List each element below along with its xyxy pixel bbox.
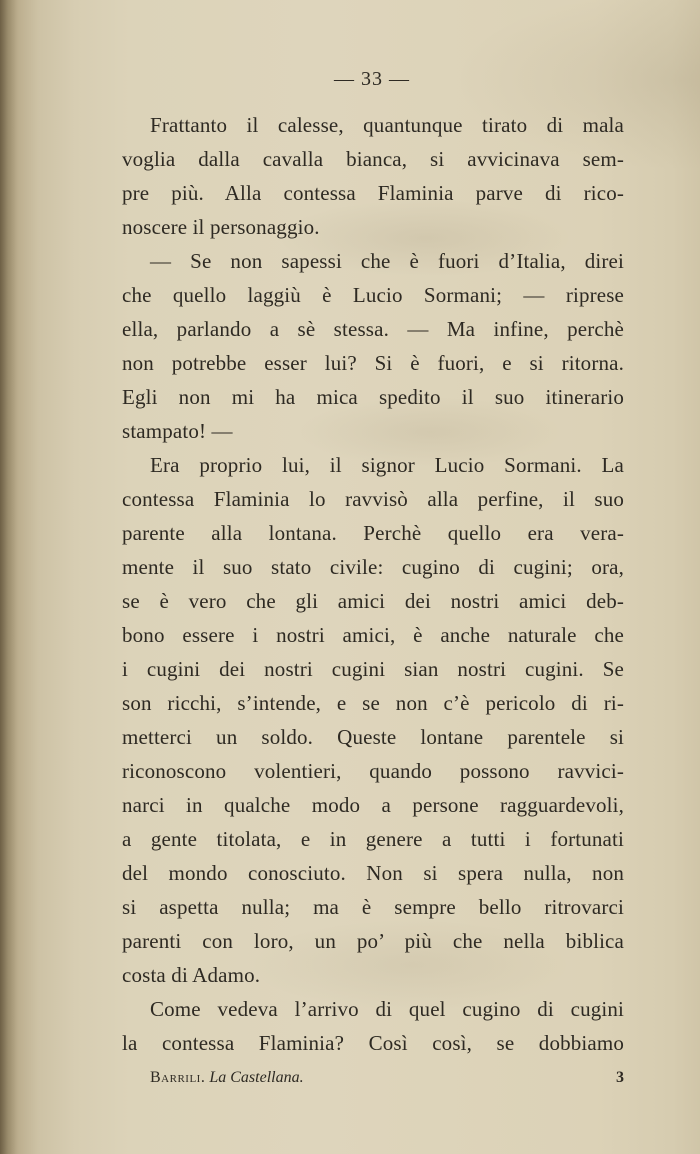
text-line: stampato! — [122,419,233,443]
text-line: Era proprio lui, il signor Lucio Sormani. La [150,453,624,477]
text-line: che quello laggiù è Lucio Sormani; — riprese [122,283,624,307]
text-line: parenti con loro, un po’ più che nella biblica [122,929,624,953]
text-line: parente alla lontana. Perchè quello era vera- [122,521,624,545]
text-line: noscere il personaggio. [122,215,320,239]
text-line: se è vero che gli amici dei nostri amici deb- [122,589,624,613]
text-line: la contessa Flaminia? Così così, se dobbiamo [122,1031,624,1055]
text-line: del mondo conosciuto. Non si spera nulla, non [122,861,624,885]
text-line: voglia dalla cavalla bianca, si avvicinava sem- [122,147,624,171]
page-footer [122,1068,624,1088]
text-line: contessa Flaminia lo ravvisò alla perfine, il suo [122,487,624,511]
text-line: a gente titolata, e in genere a tutti i fortunati [122,827,624,851]
text-line: mente il suo stato civile: cugino di cugini; ora, [122,555,624,579]
text-line: Egli non mi ha mica spedito il suo itinerario [122,385,624,409]
text-line: costa di Adamo. [122,963,261,987]
text-line: narci in qualche modo a persone ragguardevoli, [122,793,624,817]
text-line: son ricchi, s’intende, e se non c’è pericolo di ri- [122,691,624,715]
text-line: metterci un soldo. Queste lontane parentele si [122,725,624,749]
text-line: — Se non sapessi che è fuori d’Italia, direi [150,249,624,273]
text-line: Come vedeva l’arrivo di quel cugino di cugini [150,997,624,1021]
text-line: Frattanto il calesse, quantunque tirato di mala [150,113,624,137]
text-line: pre più. Alla contessa Flaminia parve di rico- [122,181,624,205]
text-line: bono essere i nostri amici, è anche naturale che [122,623,624,647]
text-line: i cugini dei nostri cugini sian nostri cugini. Se [122,657,624,681]
text-block [122,108,624,1060]
text-line: riconoscono volentieri, quando possono ravvici- [122,759,624,783]
text-line: ella, parlando a sè stessa. — Ma infine, perchè [122,317,624,341]
footer-book-title: La Castellana. [209,1069,304,1086]
page-number-header: — 33 — [334,68,410,90]
text-line: non potrebbe esser lui? Si è fuori, e si ritorna. [122,351,624,375]
signature-number: 3 [616,1069,624,1086]
footer-signature-line [122,1069,304,1086]
text-line: si aspetta nulla; ma è sempre bello ritrovarci [122,895,624,919]
footer-author: Barrili. [150,1069,206,1086]
